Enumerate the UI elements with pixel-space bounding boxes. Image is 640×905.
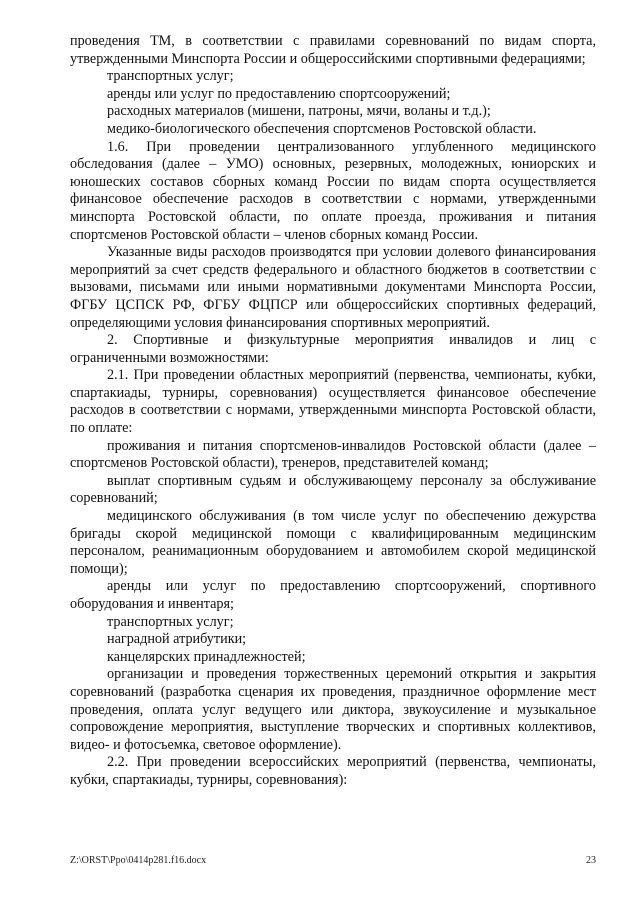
paragraph: выплат спортивным судьям и обслуживающему персоналу за обслуживание соревнований; <box>70 472 596 507</box>
paragraph: проживания и питания спортсменов-инвалидов Ростовской области (далее – спортсменов Ростовской области), тренеров, представителей команд; <box>70 437 596 472</box>
paragraph: проведения ТМ, в соответствии с правилами соревнований по видам спорта, утвержденными Минспорта России и общероссийскими спортивными федерациями; <box>70 33 596 67</box>
paragraph: канцелярских принадлежностей; <box>107 648 306 665</box>
paragraph: аренды или услуг по предоставлению спортсооружений, спортивного оборудования и инвентаря; <box>70 578 596 612</box>
paragraph: наградной атрибутики; <box>107 631 247 648</box>
paragraph: 2.2. При проведении всероссийских мероприятий (первенства, чемпионаты, кубки, спартакиады, турниры, соревнования): <box>70 754 596 788</box>
page-number: 23 <box>586 855 596 866</box>
paragraph: 1.6. При проведении централизованного углубленного медицинского обследования (далее – УМО) основных, резервных, молодежных, юниорских и юношеских составов сборных команд России по видам спорта осуществляется финансовое обеспечение расходов в соответствии с нормами, утвержденными минспорта Ростовской области, по оплате проезда, проживания и питания спортсменов Ростовской области – членов сборных команд России. <box>70 138 596 243</box>
paragraph: 2.1. При проведении областных мероприятий (первенства, чемпионаты, кубки, спартакиады, турниры, соревнования) осуществляется финансовое обеспечение расходов в соответствии с нормами, утвержденными минспорта Ростовской области, по оплате: <box>70 367 596 437</box>
paragraph: аренды или услуг по предоставлению спортсооружений; <box>107 85 451 102</box>
paragraph: 2. Спортивные и физкультурные мероприятия инвалидов и лиц с ограниченными возможностями: <box>70 332 596 366</box>
paragraph: организации и проведения торжественных церемоний открытия и закрытия соревнований (разработка сценария их проведения, праздничное оформление мест проведения, оплата услуг ведущего или диктора, звукоусиление и музыкальное сопровождение мероприятия, выступление творческих и спортивных коллективов, видео- и фотосъемка, световое оформление). <box>70 666 596 753</box>
footer-file-path: Z:\ORST\Ppo\0414p281.f16.docx <box>70 855 207 866</box>
paragraph: медико-биологического обеспечения спортсменов Ростовской области. <box>107 120 537 137</box>
paragraph: транспортных услуг; <box>107 613 234 630</box>
paragraph: Указанные виды расходов производятся при условии долевого финансирования мероприятий за счет средств федерального и областного бюджетов в соответствии с вызовами, письмами или иными нормативными документами Минспорта России, ФГБУ ЦСПСК РФ, ФГБУ ФЦПСР или общероссийских спортивных федераций, определяющими условия финансирования спортивных мероприятий. <box>70 244 596 331</box>
document-body <box>70 33 596 790</box>
paragraph: медицинского обслуживания (в том числе услуг по обеспечению дежурства бригады скорой медицинской помощи с квалифицированным медицинским персоналом, реанимационным оборудованием и автомобилем скорой медицинской помощи); <box>70 508 596 577</box>
paragraph: расходных материалов (мишени, патроны, мячи, воланы и т.д.); <box>107 103 491 120</box>
paragraph: транспортных услуг; <box>107 68 234 85</box>
